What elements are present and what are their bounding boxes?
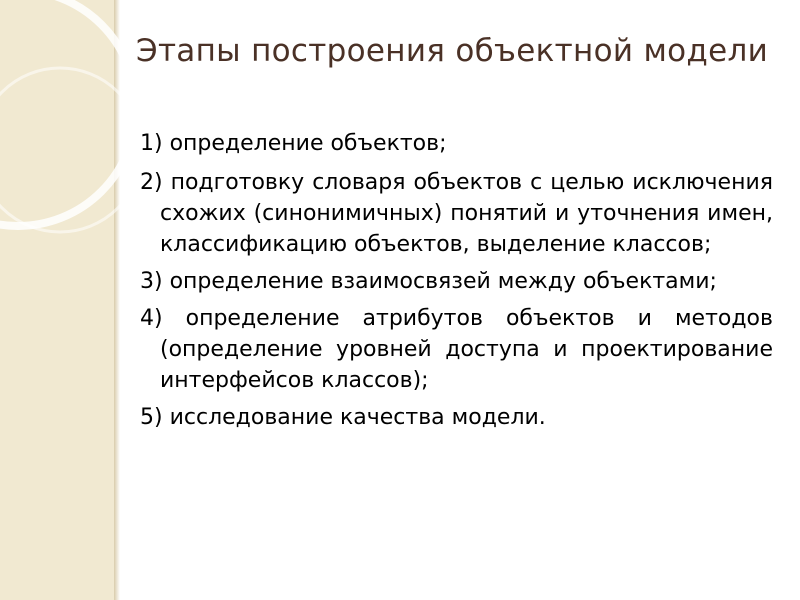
list-item-2: 2) подготовку словаря объектов с целью исключения схожих (синонимичных) понятий и уточнения имен, классификацию объектов, выделение классов; (140, 170, 773, 257)
slide-title: Этапы построения объектной модели (136, 33, 769, 69)
list-item-3: 3) определение взаимосвязей между объектами; (140, 269, 717, 294)
list-item-4: 4) определение атрибутов объектов и методов (определение уровней доступа и проектирование интерфейсов классов); (140, 306, 773, 393)
list-item-1: 1) определение объектов; (140, 131, 447, 156)
list-item-5: 5) исследование качества модели. (140, 405, 546, 430)
content-list (140, 128, 773, 439)
